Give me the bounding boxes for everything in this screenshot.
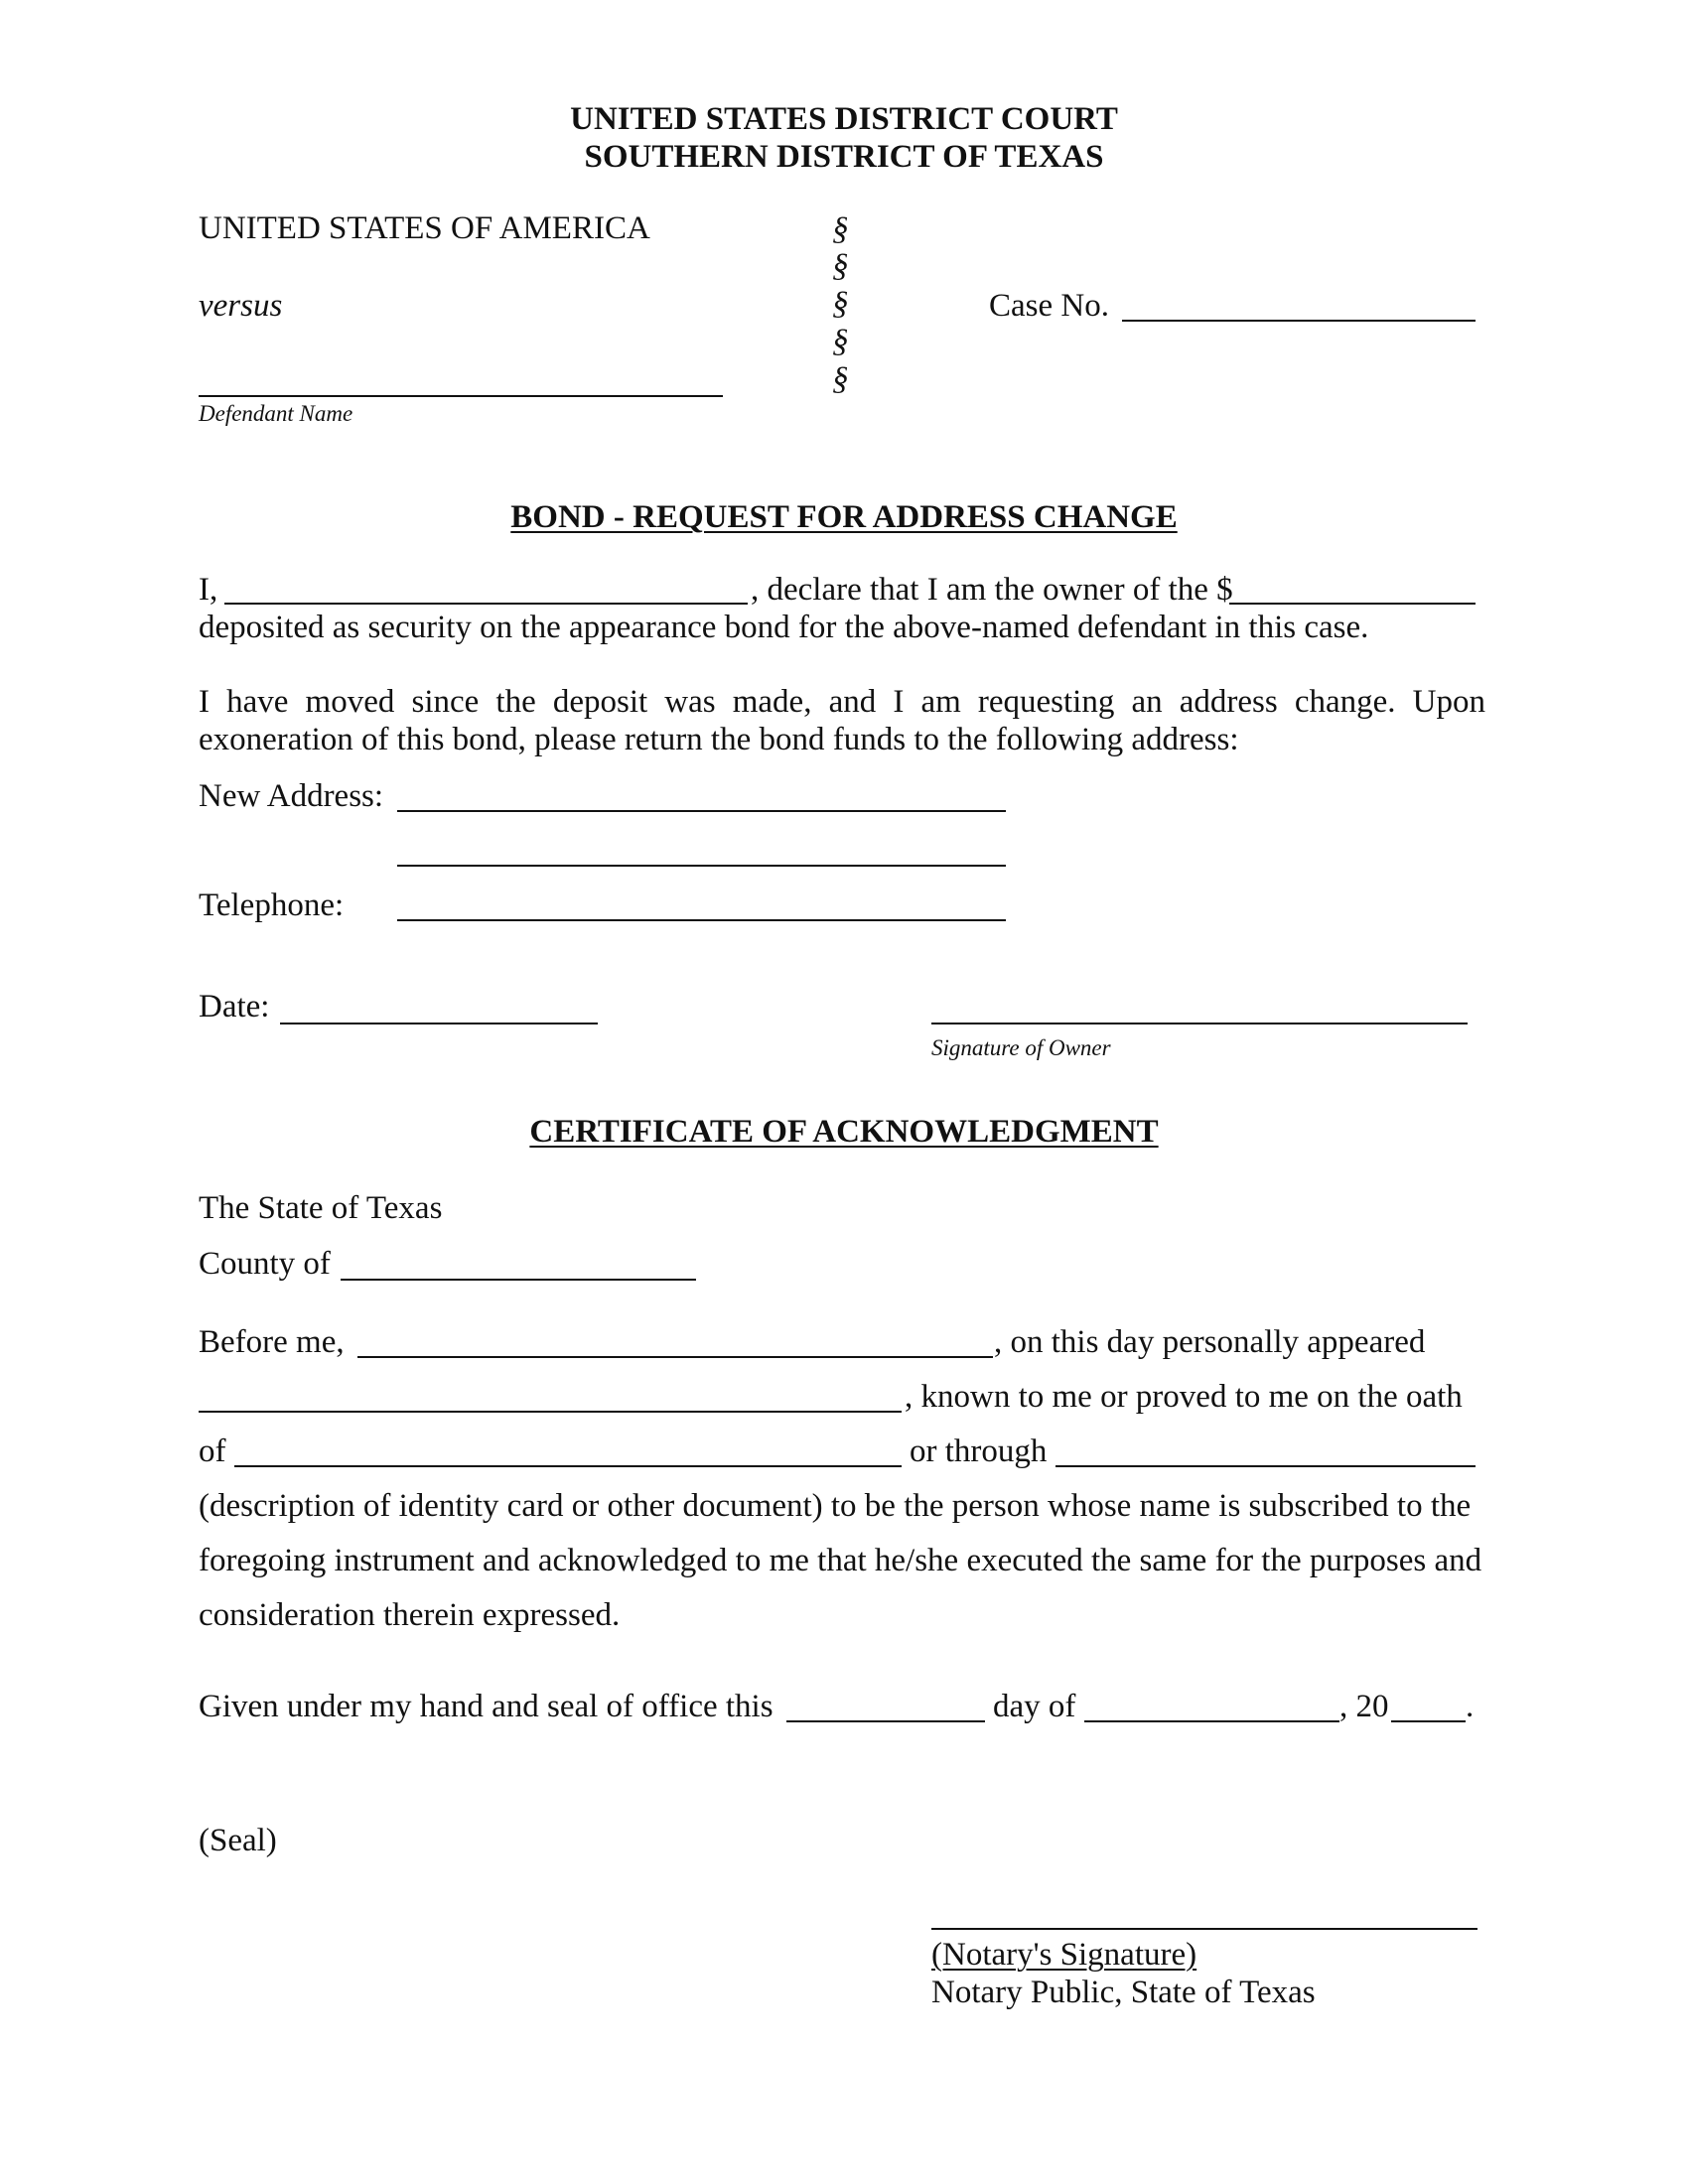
- moved-paragraph: I have moved since the deposit was made, and I am requesting an address change. Upon exoneration of this bond, please return the bond funds to the following address:: [199, 684, 1485, 757]
- notary-title: Notary Public, State of Texas: [931, 1975, 1316, 2010]
- section-symbol: §: [832, 211, 849, 247]
- period: .: [1466, 1689, 1475, 1724]
- description-line-2: foregoing instrument and acknowledged to me that he/she executed the same for the purposes and: [199, 1543, 1482, 1578]
- description-line-3: consideration therein expressed.: [199, 1597, 621, 1633]
- notary-signature-line[interactable]: [931, 1928, 1477, 1930]
- defendant-name-line[interactable]: [199, 395, 723, 397]
- before-me-label: Before me,: [199, 1324, 345, 1360]
- case-number-line[interactable]: [1122, 320, 1476, 322]
- versus-label: versus: [199, 288, 283, 324]
- day-of-label: day of: [993, 1689, 1076, 1724]
- appeared-person-line[interactable]: [199, 1411, 902, 1413]
- defendant-name-label: Defendant Name: [199, 401, 353, 426]
- of-label: of: [199, 1433, 226, 1469]
- declare-prefix: I,: [199, 572, 218, 608]
- oath-person-line[interactable]: [234, 1465, 902, 1467]
- plaintiff-name: UNITED STATES OF AMERICA: [199, 210, 650, 246]
- new-address-line-1[interactable]: [397, 810, 1006, 812]
- personally-appeared-text: , on this day personally appeared: [994, 1324, 1426, 1360]
- declare-line-2: deposited as security on the appearance bond for the above-named defendant in this case.: [199, 610, 1369, 645]
- court-name: UNITED STATES DISTRICT COURT: [570, 101, 1118, 137]
- section-symbol: §: [832, 248, 849, 284]
- month-line[interactable]: [1084, 1720, 1339, 1722]
- notary-signature-label: (Notary's Signature): [931, 1937, 1197, 1973]
- certificate-title: CERTIFICATE OF ACKNOWLEDGMENT: [529, 1114, 1159, 1150]
- new-address-line-2[interactable]: [397, 865, 1006, 867]
- date-label: Date:: [199, 989, 270, 1024]
- district-name: SOUTHERN DISTRICT OF TEXAS: [584, 139, 1104, 175]
- given-under-hand-text: Given under my hand and seal of office this: [199, 1689, 774, 1724]
- year-line[interactable]: [1391, 1720, 1466, 1722]
- owner-signature-line[interactable]: [931, 1023, 1468, 1024]
- day-line[interactable]: [786, 1720, 985, 1722]
- county-line[interactable]: [341, 1279, 696, 1281]
- known-to-me-text: , known to me or proved to me on the oath: [905, 1379, 1463, 1415]
- notary-name-line[interactable]: [357, 1356, 993, 1358]
- bond-title: BOND - REQUEST FOR ADDRESS CHANGE: [510, 499, 1178, 535]
- telephone-label: Telephone:: [199, 887, 345, 923]
- case-number-label: Case No.: [989, 288, 1109, 324]
- date-line[interactable]: [280, 1023, 598, 1024]
- section-symbol: §: [832, 286, 849, 322]
- owner-name-line[interactable]: [224, 603, 748, 605]
- section-symbol: §: [832, 324, 849, 359]
- description-line-1: (description of identity card or other document) to be the person whose name is subscribed to the: [199, 1488, 1472, 1524]
- year-prefix: , 20: [1339, 1689, 1389, 1724]
- identity-document-line[interactable]: [1055, 1465, 1476, 1467]
- section-symbol: §: [832, 361, 849, 397]
- new-address-label: New Address:: [199, 778, 384, 814]
- signature-of-owner-label: Signature of Owner: [931, 1035, 1111, 1060]
- county-label: County of: [199, 1246, 331, 1282]
- declare-middle: , declare that I am the owner of the $: [751, 572, 1233, 608]
- seal-label: (Seal): [199, 1823, 277, 1858]
- telephone-line[interactable]: [397, 919, 1006, 921]
- state-label: The State of Texas: [199, 1190, 443, 1226]
- deposit-amount-line[interactable]: [1229, 603, 1476, 605]
- or-through-label: or through: [910, 1433, 1048, 1469]
